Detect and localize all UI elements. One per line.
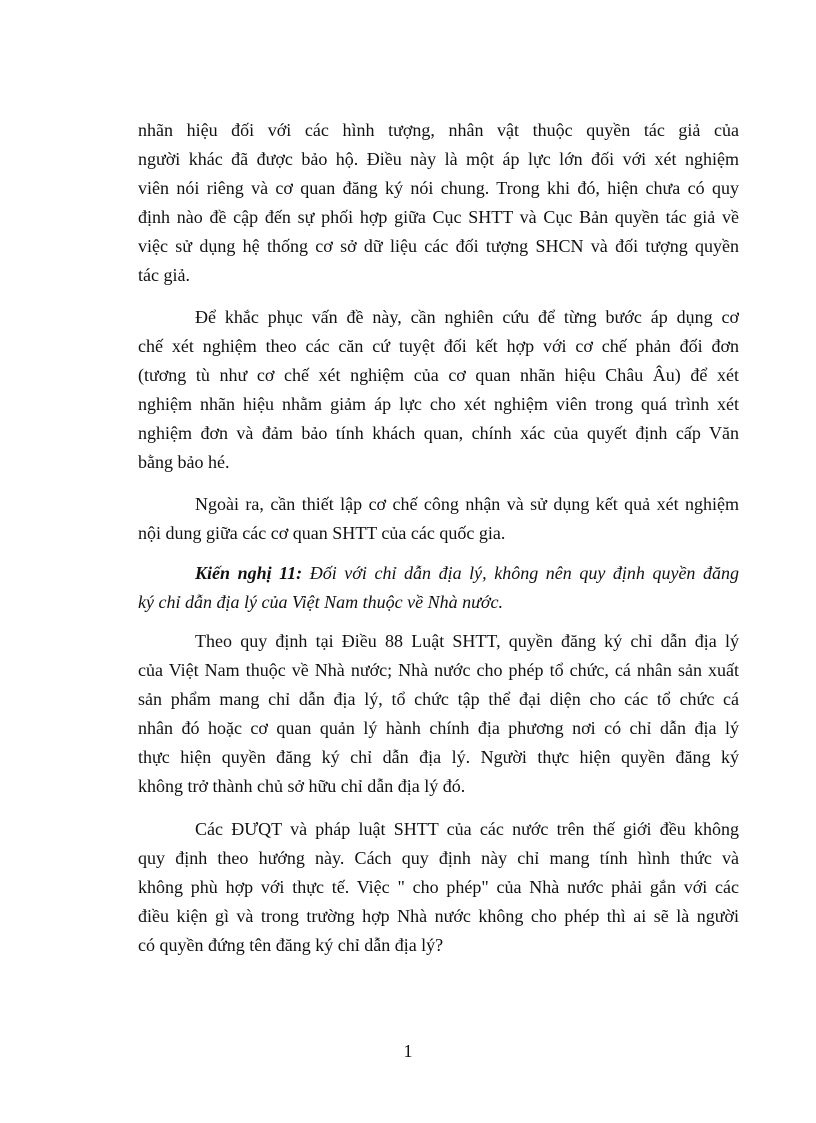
paragraph-line: không phù hợp với thực tế. Việc " cho phép" của Nhà nước phải gắn với các [138, 877, 739, 897]
paragraph-line: bằng bảo hé. [138, 452, 230, 472]
paragraph-5 [138, 627, 739, 801]
paragraph-line: của Việt Nam thuộc về Nhà nước; Nhà nước cho phép tổ chức, cá nhân sản xuất [138, 660, 739, 680]
paragraph-line: ký chỉ dẫn địa lý của Việt Nam thuộc về Nhà nước. [138, 592, 503, 612]
paragraph-line: có quyền đứng tên đăng ký chỉ dẫn địa lý? [138, 935, 444, 955]
paragraph-line: thực hiện quyền đăng ký chỉ dẫn địa lý. Người thực hiện quyền đăng ký [138, 747, 739, 767]
paragraph-line: chế xét nghiệm theo các căn cứ tuyệt đối kết hợp với cơ chế phản đối đơn [138, 336, 739, 356]
paragraph-line: Để khắc phục vấn đề này, cần nghiên cứu để từng bước áp dụng cơ [195, 307, 739, 327]
paragraph-line: nội dung giữa các cơ quan SHTT của các quốc gia. [138, 523, 506, 543]
paragraph-1 [138, 116, 739, 290]
paragraph-line: điều kiện gì và trong trường hợp Nhà nước không cho phép thì ai sẽ là người [138, 906, 739, 926]
paragraph-line: quy định theo hướng này. Cách quy định này chỉ mang tính hình thức và [138, 848, 739, 868]
paragraph-line: tác giả. [138, 265, 190, 285]
recommendation-text: Đối với chỉ dẫn địa lý, không nên quy định quyền đăng [302, 563, 739, 583]
paragraph-line: viên nói riêng và cơ quan đăng ký nói chung. Trong khi đó, hiện chưa có quy [138, 178, 739, 198]
paragraph-line: Các ĐƯQT và pháp luật SHTT của các nước trên thế giới đều không [195, 819, 739, 839]
paragraph-line: sản phẩm mang chỉ dẫn địa lý, tổ chức tập thể đại diện cho các tổ chức cá [138, 689, 739, 709]
paragraph-line: việc sử dụng hệ thống cơ sở dữ liệu các đối tượng SHCN và đối tượng quyền [138, 236, 739, 256]
paragraph-6 [138, 815, 739, 960]
recommendation-label: Kiến nghị 11: [195, 563, 303, 583]
paragraph-line: Theo quy định tại Điều 88 Luật SHTT, quyền đăng ký chỉ dẫn địa lý [195, 631, 739, 651]
page-number: 1 [403, 1041, 413, 1061]
paragraph-line [138, 559, 739, 588]
recommendation-11 [138, 559, 739, 617]
paragraph-2 [138, 303, 739, 477]
paragraph-line: người khác đã được bảo hộ. Điều này là một áp lực lớn đối với xét nghiệm [138, 149, 739, 169]
paragraph-line: định nào đề cập đến sự phối hợp giữa Cục SHTT và Cục Bản quyền tác giả về [138, 207, 739, 227]
paragraph-line: nhãn hiệu đối với các hình tượng, nhân vật thuộc quyền tác giả của [138, 120, 739, 140]
paragraph-line: nghiệm đơn và đảm bảo tính khách quan, chính xác của quyết định cấp Văn [138, 423, 739, 443]
paragraph-line: Ngoài ra, cần thiết lập cơ chế công nhận và sử dụng kết quả xét nghiệm [195, 494, 739, 514]
paragraph-line: nhân đó hoặc cơ quan quản lý hành chính địa phương nơi có chỉ dẫn địa lý [138, 718, 739, 738]
paragraph-line: không trở thành chủ sở hữu chỉ dẫn địa lý đó. [138, 776, 466, 796]
paragraph-line: nghiệm nhãn hiệu nhằm giảm áp lực cho xét nghiệm viên trong quá trình xét [138, 394, 739, 414]
paragraph-3 [138, 490, 739, 548]
paragraph-line: (tương tù như cơ chế xét nghiệm của cơ quan nhãn hiệu Châu Âu) để xét [138, 365, 739, 385]
